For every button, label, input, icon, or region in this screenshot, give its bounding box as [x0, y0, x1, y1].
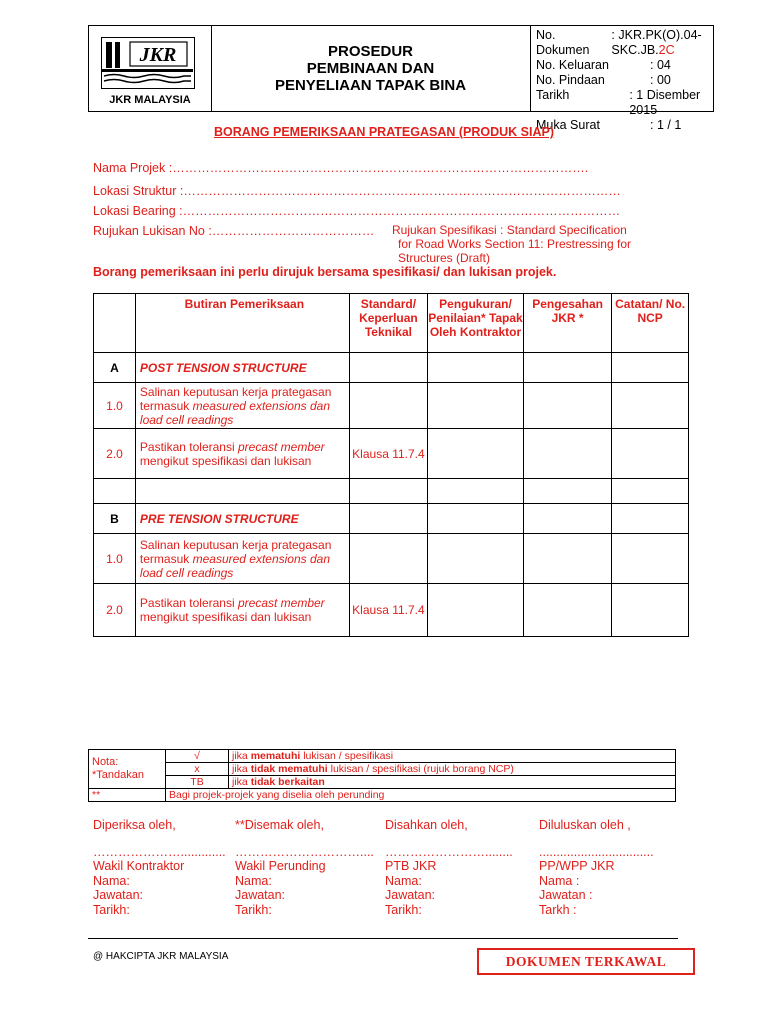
signature-jawatan: Jawatan:	[235, 888, 286, 902]
table-cell[interactable]	[612, 504, 689, 534]
nota-bold: tidak berkaitan	[250, 776, 325, 788]
field-lokasi-bearing[interactable]: Lokasi Bearing :……………………………………………………………………………………………	[93, 204, 621, 218]
signature-role: Wakil Kontraktor	[93, 859, 185, 873]
field-lokasi-struktur[interactable]: Lokasi Struktur :……………………………………………………………………………………………	[93, 184, 621, 198]
table-cell[interactable]	[523, 479, 611, 504]
document-meta	[530, 28, 713, 133]
table-cell[interactable]	[523, 504, 611, 534]
item-no: 1.0	[94, 383, 136, 429]
item-text-tail: mengikut spesifikasi dan lukisan	[139, 610, 312, 624]
signature-tarikh: Tarikh:	[235, 902, 272, 917]
signature-block-pp	[539, 818, 654, 917]
table-row	[94, 429, 689, 479]
title-line-1: PROSEDUR	[327, 43, 413, 60]
header-butiran: Butiran Pemeriksaan	[135, 294, 349, 353]
jkr-logo	[101, 37, 195, 89]
title-line-3: PENYELIAAN TAPAK BINA	[274, 77, 467, 94]
logo-cell	[89, 26, 212, 111]
inspection-table	[93, 293, 689, 637]
nota-post: lukisan / spesifikasi (rujuk borang NCP)	[327, 763, 514, 775]
nota-row	[89, 776, 676, 789]
nota-row	[89, 789, 676, 802]
nota-tandakan: *Tandakan	[92, 769, 144, 781]
table-row-section-a	[94, 353, 689, 383]
nota-bold: mematuhi	[250, 750, 301, 762]
meta-value	[611, 28, 713, 58]
signature-heading: **Disemak oleh,	[235, 818, 324, 832]
nota-symbol: √	[166, 750, 229, 763]
table-header-row	[94, 294, 689, 353]
meta-key: No. Keluaran	[536, 58, 609, 72]
document-title	[211, 26, 531, 111]
meta-value: : 04	[650, 58, 671, 72]
meta-value-text: : JKR.PK(O).04-SKC.JB.	[611, 28, 702, 57]
nota-table	[88, 749, 676, 802]
table-row	[94, 584, 689, 637]
table-cell[interactable]	[349, 534, 427, 584]
table-cell[interactable]	[428, 429, 524, 479]
nota-star-text: Bagi projek-projek yang diselia oleh perunding	[166, 789, 676, 802]
nota-text	[229, 776, 676, 789]
footer-divider	[88, 938, 678, 939]
title-line-2: PEMBINAAN DAN	[306, 60, 435, 77]
signature-tarikh: Tarikh:	[93, 902, 130, 917]
signature-role: Wakil Perunding	[235, 859, 326, 873]
item-no: 1.0	[94, 534, 136, 584]
signature-block-kontraktor	[93, 818, 226, 917]
meta-value: : 1 / 1	[650, 118, 682, 132]
table-cell[interactable]	[94, 479, 136, 504]
signature-nama: Nama :	[539, 873, 580, 888]
meta-key: No. Dokumen	[536, 28, 590, 57]
nota-label: Nota:	[92, 756, 119, 768]
nota-pre: jika	[232, 763, 251, 775]
signature-line[interactable]: .................................	[539, 844, 654, 859]
meta-row	[530, 88, 713, 118]
meta-value: : 1 Disember 2015	[629, 88, 701, 117]
table-cell[interactable]	[612, 534, 689, 584]
org-name: JKR MALAYSIA	[109, 94, 191, 106]
table-row	[94, 383, 689, 429]
item-standard: Klausa 11.7.4	[349, 584, 427, 637]
meta-key: No. Pindaan	[536, 73, 605, 87]
nota-symbol: TB	[166, 776, 229, 789]
section-title: PRE TENSION STRUCTURE	[135, 504, 349, 534]
item-description	[135, 429, 349, 479]
table-cell[interactable]	[523, 353, 611, 383]
table-cell[interactable]	[349, 504, 427, 534]
item-text-italic: precast member	[237, 596, 325, 610]
meta-row	[530, 73, 713, 88]
nota-row	[89, 750, 676, 763]
field-rujukan-lukisan[interactable]: Rujukan Lukisan No :…………………………………	[93, 224, 375, 238]
signature-nama: Nama:	[93, 873, 130, 888]
meta-key: Muka Surat	[536, 118, 600, 132]
signature-jawatan: Jawatan:	[385, 888, 436, 902]
item-text: Salinan keputusan kerja prategasan termasuk	[139, 384, 332, 413]
item-no: 2.0	[94, 584, 136, 637]
table-cell[interactable]	[523, 534, 611, 584]
item-no: 2.0	[94, 429, 136, 479]
table-cell[interactable]	[428, 479, 524, 504]
table-row	[94, 534, 689, 584]
table-cell[interactable]	[428, 353, 524, 383]
table-row-blank	[94, 479, 689, 504]
nota-label-cell	[89, 750, 166, 789]
signature-role: PP/WPP JKR	[539, 859, 615, 873]
meta-row	[530, 58, 713, 73]
table-cell[interactable]	[428, 534, 524, 584]
section-code: B	[94, 504, 136, 534]
table-cell[interactable]	[428, 383, 524, 429]
item-description	[135, 534, 349, 584]
signature-block-ptb	[385, 818, 513, 917]
signature-heading: Disahkan oleh,	[385, 818, 468, 832]
meta-value: : 00	[650, 73, 671, 87]
spec-line-1: Rujukan Spesifikasi : Standard Specification	[392, 223, 627, 237]
signature-heading: Diperiksa oleh,	[93, 818, 176, 832]
header-pengesahan: Pengesahan JKR *	[523, 294, 611, 353]
signature-nama: Nama:	[235, 873, 272, 888]
signature-nama: Nama:	[385, 873, 422, 888]
table-cell[interactable]	[612, 479, 689, 504]
nota-row	[89, 763, 676, 776]
table-cell[interactable]	[349, 479, 427, 504]
header-no	[94, 294, 136, 353]
section-title: POST TENSION STRUCTURE	[135, 353, 349, 383]
item-description	[135, 383, 349, 429]
form-title: BORANG PEMERIKSAAN PRATEGASAN (PRODUK SIAP)	[213, 125, 555, 139]
nota-pre: jika	[232, 750, 251, 762]
spec-reference	[392, 223, 631, 265]
reference-note: Borang pemeriksaan ini perlu dirujuk bersama spesifikasi/ dan lukisan projek.	[93, 265, 557, 279]
signature-line[interactable]: ……………………........	[385, 844, 513, 859]
item-text-italic: precast member	[237, 439, 325, 454]
signature-heading: Diluluskan oleh ,	[539, 818, 631, 832]
signature-role: PTB JKR	[385, 859, 437, 873]
table-cell[interactable]	[523, 584, 611, 637]
signature-jawatan: Jawatan :	[539, 888, 593, 902]
nota-bold: tidak mematuhi	[250, 763, 328, 775]
item-text-tail: mengikut spesifikasi dan lukisan	[139, 453, 312, 468]
table-cell[interactable]	[612, 383, 689, 429]
nota-star-label: **	[89, 789, 166, 802]
item-text: Salinan keputusan kerja prategasan termasuk	[139, 537, 332, 566]
nota-pre: jika	[232, 776, 251, 788]
table-row-section-b	[94, 504, 689, 534]
header-catatan: Catatan/ No. NCP	[612, 294, 689, 353]
signature-block-perunding	[235, 818, 374, 917]
table-cell[interactable]	[612, 429, 689, 479]
nota-text	[229, 763, 676, 776]
nota-symbol: x	[166, 763, 229, 776]
header-pengukuran: Pengukuran/ Penilaian* Tapak Oleh Kontraktor	[428, 294, 524, 353]
spec-line-3: Structures (Draft)	[398, 251, 491, 265]
meta-value-suffix: 2C	[658, 43, 675, 57]
signature-line[interactable]: …………………………....	[235, 844, 374, 859]
signature-jawatan: Jawatan:	[93, 888, 144, 902]
header-standard: Standard/ Keperluan Teknikal	[349, 294, 427, 353]
item-text-italic: measured extensions dan load cell readings	[139, 398, 331, 427]
spec-line-2: for Road Works Section 11: Prestressing for	[398, 237, 631, 251]
table-cell[interactable]	[612, 353, 689, 383]
item-text: Pastikan toleransi	[139, 596, 238, 610]
section-code: A	[94, 353, 136, 383]
controlled-document-stamp: DOKUMEN TERKAWAL	[477, 948, 695, 975]
nota-post: lukisan / spesifikasi	[300, 750, 394, 762]
table-cell[interactable]	[428, 504, 524, 534]
jkr-logo-graphic	[102, 38, 193, 87]
table-cell[interactable]	[135, 479, 349, 504]
item-text: Pastikan toleransi	[139, 439, 238, 454]
table-cell[interactable]	[523, 383, 611, 429]
item-description	[135, 584, 349, 637]
table-cell[interactable]	[523, 429, 611, 479]
table-cell[interactable]	[349, 383, 427, 429]
table-cell[interactable]	[349, 353, 427, 383]
signature-line[interactable]: ………………….............	[93, 844, 226, 859]
table-cell[interactable]	[428, 584, 524, 637]
signature-tarikh: Tarkh :	[539, 902, 577, 917]
logo-text: JKR	[139, 44, 177, 66]
signature-tarikh: Tarikh:	[385, 902, 422, 917]
item-text-italic: measured extensions dan load cell readings	[139, 551, 331, 580]
field-nama-projek[interactable]: Nama Projek :……………………………………………………………………………………….	[93, 161, 589, 175]
item-standard: Klausa 11.7.4	[349, 429, 427, 479]
footer-copyright: @ HAKCIPTA JKR MALAYSIA	[93, 951, 229, 962]
nota-text	[229, 750, 676, 763]
table-cell[interactable]	[612, 584, 689, 637]
meta-key: Tarikh	[536, 88, 570, 102]
meta-row	[530, 28, 713, 58]
